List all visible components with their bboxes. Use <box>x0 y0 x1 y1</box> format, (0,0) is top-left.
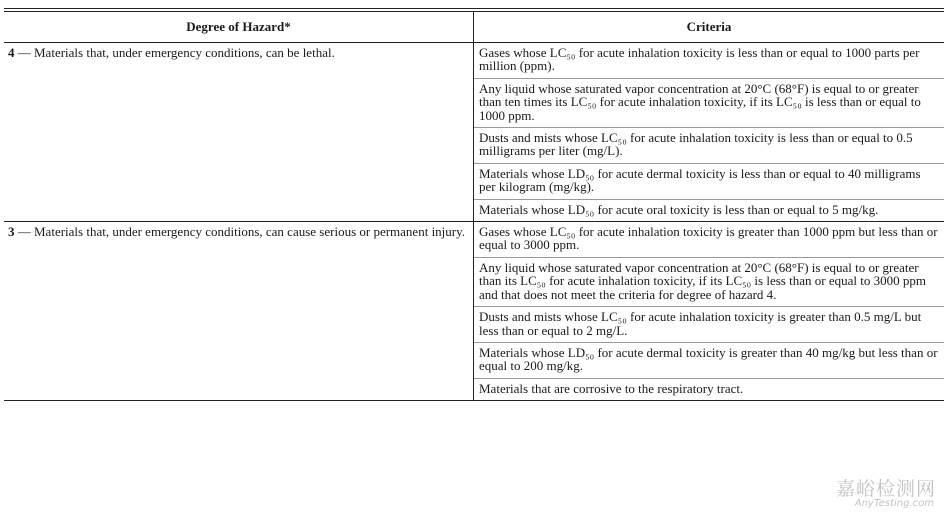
hazard-group-4 <box>4 43 944 222</box>
degree-cell <box>4 222 474 401</box>
top-rule <box>4 8 944 9</box>
hazard-table <box>4 12 944 401</box>
column-header-degree: Degree of Hazard* <box>4 12 474 43</box>
criterion-item: Materials that are corrosive to the respiratory tract. <box>479 380 744 396</box>
hazard-group-3 <box>4 222 944 401</box>
criteria-cell <box>474 222 945 401</box>
watermark <box>812 474 936 514</box>
watermark-english: AnyTesting.com <box>854 498 934 509</box>
criterion-item: Gases whose LC₅₀ for acute inhalation toxicity is less than or equal to 1000 parts per million (ppm). <box>474 43 944 79</box>
criteria-cell <box>474 43 945 222</box>
criterion-item: Any liquid whose saturated vapor concentration at 20°C (68°F) is equal to or greater than ten times its LC₅₀ for acute inhalation toxicity, if its LC₅₀ is less than or equal to 1000 ppm. <box>474 79 944 128</box>
criterion-item: Dusts and mists whose LC₅₀ for acute inhalation toxicity is less than or equal to 0.5 milligrams per liter (mg/L). <box>474 128 944 164</box>
header-row <box>4 12 944 43</box>
degree-cell <box>4 43 474 222</box>
criterion-item: Any liquid whose saturated vapor concentration at 20°C (68°F) is equal to or greater than its LC₅₀ for acute inhalation toxicity, if its LC₅₀ is less than or equal to 3000 ppm and that does not meet the criteria for degree of hazard 4. <box>474 258 944 307</box>
criterion-item: Materials whose LD₅₀ for acute oral toxicity is less than or equal to 5 mg/kg. <box>479 201 879 217</box>
criterion-item: Materials whose LD₅₀ for acute dermal toxicity is less than or equal to 40 milligrams per kilogram (mg/kg). <box>474 164 944 200</box>
degree-description: — Materials that, under emergency conditions, can be lethal. <box>14 45 335 60</box>
degree-number: 3 <box>8 224 15 240</box>
criterion-item: Materials whose LD₅₀ for acute dermal toxicity is greater than 40 mg/kg but less than or equal to 200 mg/kg. <box>474 343 944 379</box>
document-page <box>4 0 944 518</box>
criterion-item: Gases whose LC₅₀ for acute inhalation toxicity is greater than 1000 ppm but less than or equal to 3000 ppm. <box>474 222 944 258</box>
criterion-item: Dusts and mists whose LC₅₀ for acute inhalation toxicity is greater than 0.5 mg/L but less than or equal to 2 mg/L. <box>474 307 944 343</box>
degree-description: — Materials that, under emergency conditions, can cause serious or permanent injury. <box>14 224 466 240</box>
degree-number: 4 <box>8 45 15 60</box>
watermark-chinese: 嘉峪检测网 <box>835 478 936 500</box>
column-header-criteria: Criteria <box>474 12 945 43</box>
